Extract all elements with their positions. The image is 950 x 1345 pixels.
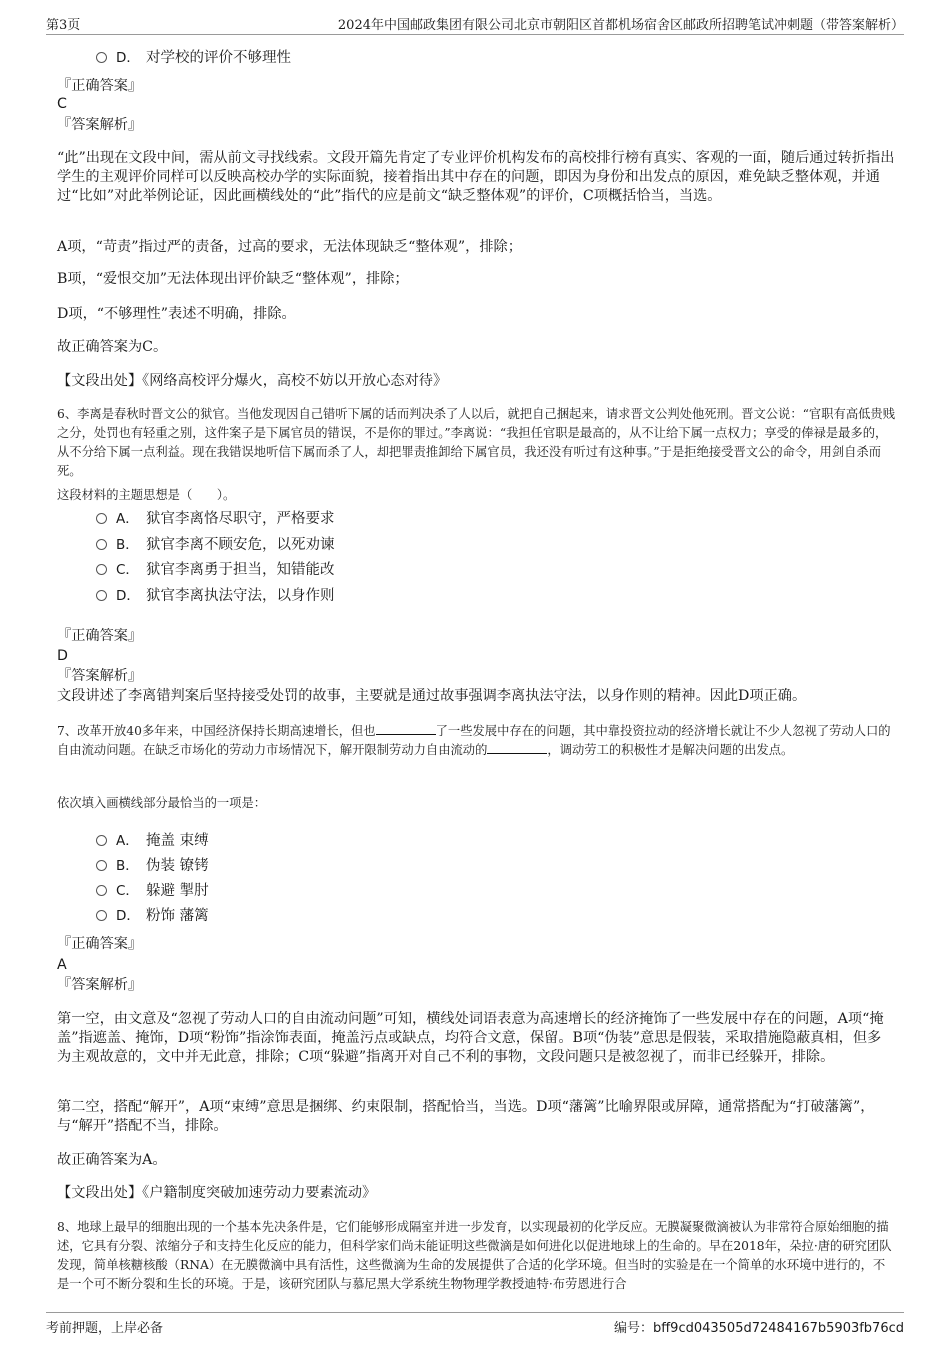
document-code: 编号：bff9cd043505d72484167b5903fb76cd [613, 1321, 904, 1336]
radio-icon[interactable] [96, 835, 107, 846]
q7-analysis-1: 第一空，由文意及“忽视了劳动人口的自由流动问题”可知，横线处词语表意为高速增长的经济掩饰了一些发展中存在的问题，A项“掩盖”指遮盖、掩饰，D项“粉饰”指涂饰表面，掩盖污点或缺点，均符合文意，保留。B项“伪装”意思是假装，采取措施隐蔽真相，但多为主观故意的，文中并无此意，排除；C项“躲避”指离开对自己不利的事物，文段问题只是被忽视了，而非已经躲开，排除。 [57, 1011, 884, 1065]
q5-source: 【文段出处】《网络高校评分爆火，高校不妨以开放心态对待》 [57, 373, 448, 389]
q5-reason-d: D项，“不够理性”表述不明确，排除。 [57, 306, 296, 322]
q6-analysis: 文段讲述了李离错判案后坚持接受处罚的故事，主要就是通过故事强调李离执法守法，以身作则的精神。因此D项正确。 [57, 688, 807, 704]
q6-stem: 6、李离是春秋时晋文公的狱官。当他发现因自己错听下属的话而判决杀了人以后，就把自己捆起来，请求晋文公判处他死刑。晋文公说：“官职有高低贵贱之分，处罚也有轻重之别，这件案子是下属官员的错误，不是你的罪过。”李离说：“我担任官职是最高的，从不让给下属一点权力；享受的俸禄是最多的，从不分给下属一点利益。现在我错误地听信下属而杀了人，却把罪责推卸给下属官员，我还没有听过有这种事。”于是拒绝接受晋文公的命令，用剑自杀而死。 [57, 407, 896, 478]
q5-analysis-label: 『答案解析』 [57, 117, 143, 133]
q7-option-b[interactable]: B． 伪装 镣铐 [96, 856, 209, 876]
page-number: 第3页 [46, 18, 81, 33]
q6-answer-label: 『正确答案』 [57, 628, 143, 644]
q5-option-d[interactable]: D． 对学校的评价不够理性 [96, 48, 291, 68]
q7-stem: 7、改革开放40多年来，中国经济保持长期高速增长，但也 了一些发展中存在的问题，其中靠投资拉动的经济增长就让不少人忽视了劳动人口的自由流动问题。在缺乏市场化的劳动力市场情况下，解开限制劳动力自由流动的 ，调动劳工的积极性才是解决问题的出发点。 [57, 724, 891, 757]
radio-icon[interactable] [96, 590, 107, 601]
q5-answer-label: 『正确答案』 [57, 78, 143, 94]
q6-option-d[interactable]: D． 狱官李离执法守法，以身作则 [96, 586, 335, 606]
q7-question: 依次填入画横线部分最恰当的一项是： [57, 796, 267, 810]
q7-answer-label: 『正确答案』 [57, 936, 143, 952]
radio-icon[interactable] [96, 910, 107, 921]
document-title: 2024年中国邮政集团有限公司北京市朝阳区首都机场宿舍区邮政所招聘笔试冲刺题（带答案解析） [337, 18, 904, 33]
q7-option-c[interactable]: C． 躲避 掣肘 [96, 881, 209, 901]
radio-icon[interactable] [96, 860, 107, 871]
footer-slogan: 考前押题，上岸必备 [46, 1321, 164, 1336]
q6-option-b[interactable]: B． 狱官李离不顾安危，以死劝谏 [96, 535, 335, 555]
fill-blank-1 [376, 722, 436, 735]
q5-analysis: “此”出现在文段中间，需从前文寻找线索。文段开篇先肯定了专业评价机构发布的高校排行榜有真实、客观的一面，随后通过转折指出学生的主观评价同样可以反映高校办学的实际面貌，接着指出其中存在的问题，即因为身份和出发点的原因，难免缺乏整体观，并通过“比如”对此举例论证，因此画横线处的“此”指代的应是前文“缺乏整体观”的评价，C项概括恰当，当选。 [57, 150, 895, 204]
q7-option-d[interactable]: D． 粉饰 藩篱 [96, 906, 209, 926]
q5-reason-b: B项，“爱恨交加”无法体现出评价缺乏“整体观”，排除； [57, 271, 409, 287]
radio-icon[interactable] [96, 564, 107, 575]
q7-analysis-label: 『答案解析』 [57, 977, 143, 993]
q7-answer: A [57, 957, 67, 973]
q7-source: 【文段出处】《户籍制度突破加速劳动力要素流动》 [57, 1185, 377, 1201]
radio-icon[interactable] [96, 885, 107, 896]
q8-stem: 8、地球上最早的细胞出现的一个基本先决条件是，它们能够形成隔室并进一步发育，以实现最初的化学反应。无膜凝聚微滴被认为非常符合原始细胞的描述，它具有分裂、浓缩分子和支持生化反应的能力，但科学家们尚未能证明这些微滴是如何进化以促进地球上的生命的。早在2018年，朵拉·唐的研究团队发现，简单核糖核酸（RNA）在无膜微滴中具有活性，这些微滴为生命的发展提供了合适的化学环境。但当时的实验是在一个简单的水环境中进行的，不是一个可不断分裂和生长的环境。于是，该研究团队与慕尼黑大学系统生物物理学教授迪特·布劳恩进行合 [57, 1220, 892, 1291]
q5-reason-a: A项，“苛责”指过严的责备，过高的要求，无法体现缺乏“整体观”，排除； [57, 239, 522, 255]
q5-answer: C [57, 96, 67, 112]
q6-option-c[interactable]: C． 狱官李离勇于担当，知错能改 [96, 560, 335, 580]
q6-option-a[interactable]: A． 狱官李离恪尽职守，严格要求 [96, 509, 335, 529]
q6-analysis-label: 『答案解析』 [57, 668, 143, 684]
radio-icon[interactable] [96, 513, 107, 524]
q7-conclusion: 故正确答案为A。 [57, 1152, 167, 1168]
page-header [46, 12, 904, 35]
page-footer [46, 1312, 904, 1335]
q7-analysis-2: 第二空，搭配“解开”，A项“束缚”意思是捆绑、约束限制，搭配恰当，当选。D项“藩篱”比喻界限或屏障，通常搭配为“打破藩篱”，与“解开”搭配不当，排除。 [57, 1099, 875, 1134]
q5-conclusion: 故正确答案为C。 [57, 339, 168, 355]
q7-option-a[interactable]: A． 掩盖 束缚 [96, 831, 209, 851]
q6-question: 这段材料的主题思想是（ ）。 [57, 488, 236, 502]
radio-icon[interactable] [96, 539, 107, 550]
radio-icon[interactable] [96, 52, 107, 63]
fill-blank-2 [487, 741, 547, 754]
q6-answer: D [57, 648, 68, 664]
